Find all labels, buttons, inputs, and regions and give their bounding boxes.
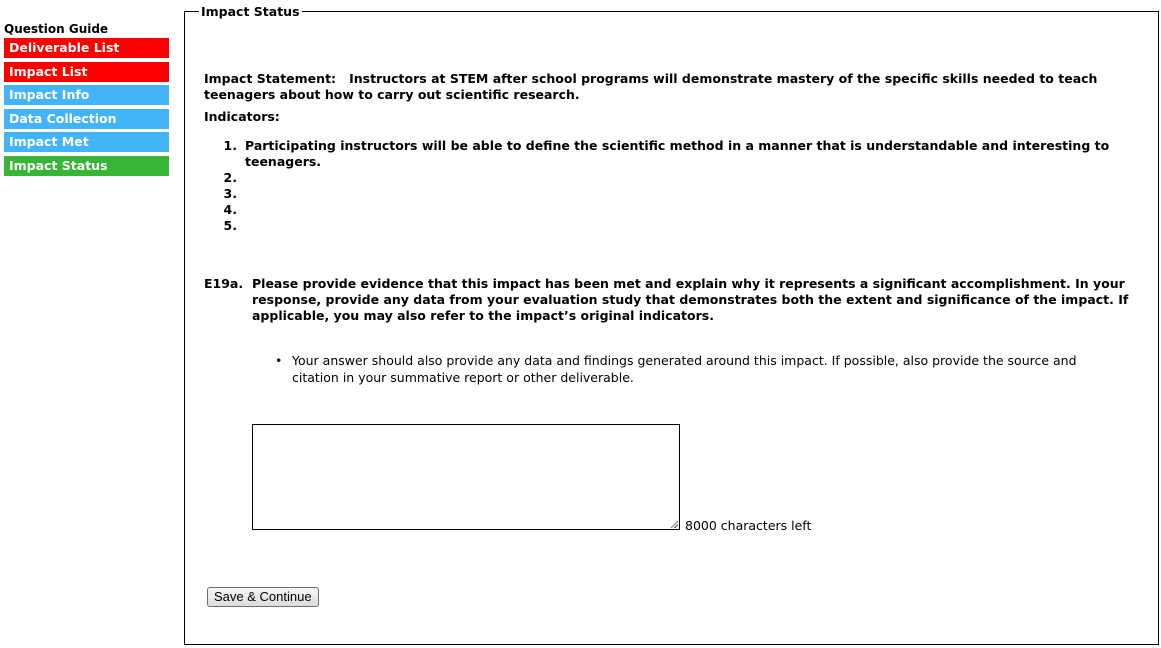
question-guide-title: Question Guide: [4, 22, 109, 36]
instruction-bullet: [275, 352, 1125, 386]
indicator-text: [245, 170, 1125, 186]
bullet-text: Your answer should also provide any data and findings generated around this impact. If possible, also provide the source and citation in your summative report or other deliverable.: [292, 353, 1077, 385]
impact-statement-label: Impact Statement:: [204, 71, 337, 86]
indicator-item: [205, 170, 1125, 186]
resize-grip-icon[interactable]: [670, 520, 678, 528]
impact-statement: [204, 71, 1129, 103]
indicator-item: [205, 218, 1125, 234]
indicator-number: 4.: [223, 202, 237, 217]
question-text: Please provide evidence that this impact has been met and explain why it represents a significant accomplishment. In your response, provide any data from your evaluation study that demonstrates both the extent and significance of the impact. If applicable, you may also refer to the impact’s original indicators.: [252, 276, 1129, 323]
indicator-number: 2.: [223, 170, 237, 185]
question-guide: [4, 22, 169, 179]
indicators-list: [205, 138, 1125, 234]
nav-item-impact-met[interactable]: Impact Met: [4, 132, 169, 152]
question-number: E19a.: [204, 276, 244, 291]
indicator-number: 5.: [223, 218, 237, 233]
indicator-text: [245, 186, 1125, 202]
indicator-item: [205, 186, 1125, 202]
nav-item-deliverable-list[interactable]: Deliverable List: [4, 38, 169, 58]
indicator-number: 1.: [223, 138, 237, 153]
save-continue-button[interactable]: Save & Continue: [207, 587, 319, 607]
indicators-label: Indicators:: [204, 109, 280, 124]
nav-item-data-collection[interactable]: Data Collection: [4, 109, 169, 129]
impact-status-panel: [184, 4, 1159, 645]
indicator-text: Participating instructors will be able to define the scientific method in a manner that is understandable and interesting to teenagers.: [245, 138, 1110, 169]
indicator-item: [205, 138, 1125, 170]
indicator-text: [245, 202, 1125, 218]
question-e19a: [204, 276, 1129, 324]
indicator-item: [205, 202, 1125, 218]
indicator-number: 3.: [223, 186, 237, 201]
answer-textarea[interactable]: [252, 424, 680, 530]
bullet-icon: •: [275, 353, 283, 368]
character-counter: 8000 characters left: [685, 518, 812, 533]
indicator-text: [245, 218, 1125, 234]
nav-item-impact-list[interactable]: Impact List: [4, 62, 169, 82]
nav-item-impact-status[interactable]: Impact Status: [4, 156, 169, 176]
impact-statement-text: Instructors at STEM after school programs will demonstrate mastery of the specific skills needed to teach teenagers about how to carry out scientific research.: [204, 71, 1098, 102]
nav-item-impact-info[interactable]: Impact Info: [4, 85, 169, 105]
panel-legend: Impact Status: [201, 4, 300, 19]
